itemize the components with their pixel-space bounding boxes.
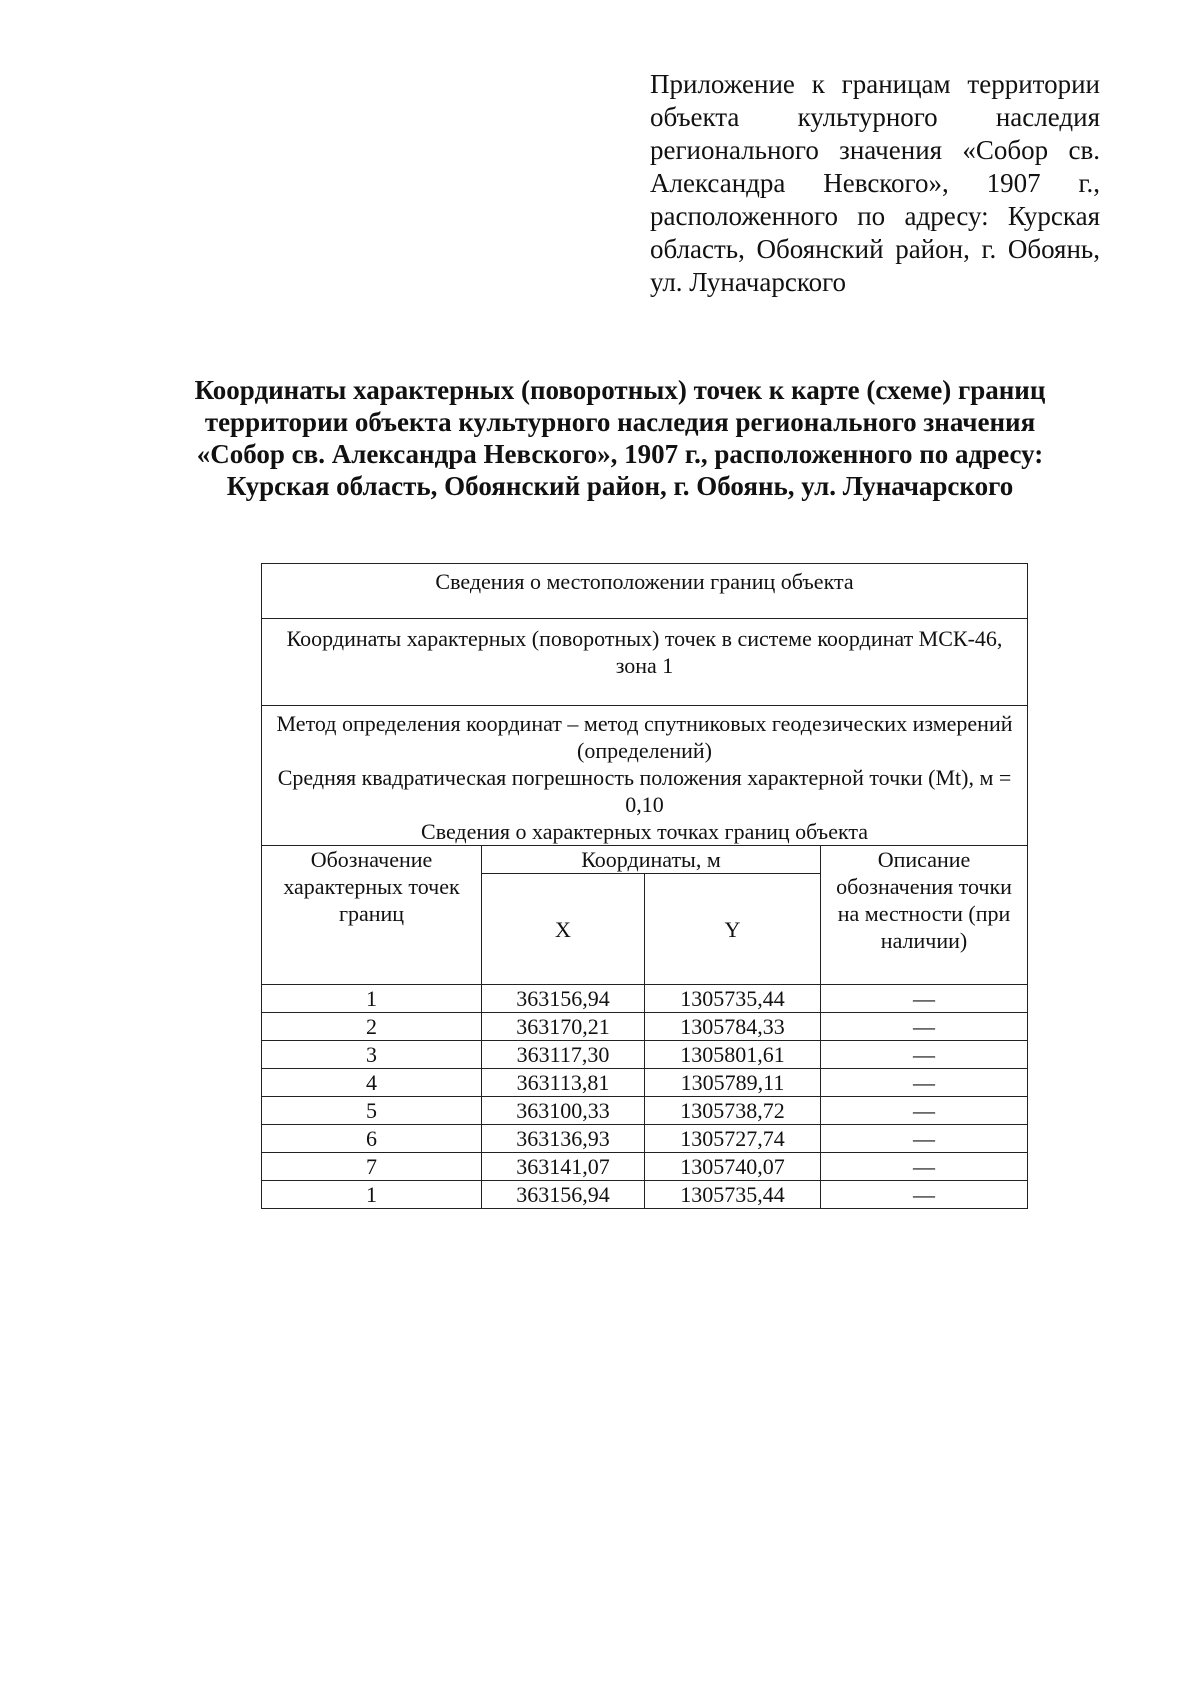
- table-row: [262, 1097, 1028, 1125]
- y-column-header: Y: [645, 874, 821, 985]
- coordinate-system-header: Координаты характерных (поворотных) точек в системе координат МСК-46, зона 1: [262, 619, 1028, 706]
- title-line: Курская область, Обоянский район, г. Обоянь, ул. Луначарского: [226, 471, 1014, 501]
- description-cell: —: [821, 1041, 1028, 1069]
- table-row: [262, 1181, 1028, 1209]
- description-cell: —: [821, 1125, 1028, 1153]
- y-cell: 1305801,61: [645, 1041, 821, 1069]
- point-cell: 7: [262, 1153, 482, 1181]
- coordinates-table: [261, 563, 1028, 1209]
- title-line: Координаты характерных (поворотных) точек к карте (схеме) границ: [194, 375, 1046, 405]
- x-cell: 363156,94: [482, 985, 645, 1013]
- accuracy-text: Средняя квадратическая погрешность положения характерной точки (Mt), м = 0,10: [277, 765, 1012, 817]
- y-cell: 1305738,72: [645, 1097, 821, 1125]
- description-cell: —: [821, 1153, 1028, 1181]
- document-title: [150, 374, 1090, 502]
- description-column-header: Описание обозначения точки на местности (при наличии): [821, 846, 1028, 985]
- x-cell: 363170,21: [482, 1013, 645, 1041]
- appendix-note: Приложение к границам территории объекта культурного наследия регионального значения «Собор св. Александра Невского», 1907 г., расположенного по адресу: Курская область, Обоянский район, г. Обоянь, ул. Луначарского: [650, 69, 1100, 297]
- point-cell: 1: [262, 985, 482, 1013]
- point-cell: 6: [262, 1125, 482, 1153]
- table-row: [262, 1041, 1028, 1069]
- description-cell: —: [821, 985, 1028, 1013]
- x-column-header: X: [482, 874, 645, 985]
- points-info-text: Сведения о характерных точках границ объекта: [421, 819, 868, 844]
- description-cell: —: [821, 1013, 1028, 1041]
- point-column-header: Обозначение характерных точек границ: [262, 846, 482, 985]
- table-row: [262, 1069, 1028, 1097]
- title-line: «Собор св. Александра Невского», 1907 г., расположенного по адресу:: [196, 439, 1044, 469]
- point-cell: 4: [262, 1069, 482, 1097]
- description-cell: —: [821, 1069, 1028, 1097]
- location-header: Сведения о местоположении границ объекта: [262, 564, 1028, 619]
- y-cell: 1305784,33: [645, 1013, 821, 1041]
- y-cell: 1305789,11: [645, 1069, 821, 1097]
- point-cell: 3: [262, 1041, 482, 1069]
- point-cell: 1: [262, 1181, 482, 1209]
- x-cell: 363113,81: [482, 1069, 645, 1097]
- table-row: [262, 1153, 1028, 1181]
- x-cell: 363156,94: [482, 1181, 645, 1209]
- method-text: Метод определения координат – метод спутниковых геодезических измерений (определений): [276, 711, 1013, 763]
- method-header: [262, 706, 1028, 846]
- point-cell: 2: [262, 1013, 482, 1041]
- title-line: территории объекта культурного наследия регионального значения: [204, 407, 1036, 437]
- x-cell: 363136,93: [482, 1125, 645, 1153]
- x-cell: 363100,33: [482, 1097, 645, 1125]
- x-cell: 363141,07: [482, 1153, 645, 1181]
- table-row: [262, 985, 1028, 1013]
- table-row: [262, 1125, 1028, 1153]
- description-cell: —: [821, 1097, 1028, 1125]
- table-row: [262, 1013, 1028, 1041]
- y-cell: 1305735,44: [645, 1181, 821, 1209]
- y-cell: 1305735,44: [645, 985, 821, 1013]
- point-cell: 5: [262, 1097, 482, 1125]
- y-cell: 1305727,74: [645, 1125, 821, 1153]
- coordinates-column-header: Координаты, м: [482, 846, 821, 874]
- x-cell: 363117,30: [482, 1041, 645, 1069]
- y-cell: 1305740,07: [645, 1153, 821, 1181]
- description-cell: —: [821, 1181, 1028, 1209]
